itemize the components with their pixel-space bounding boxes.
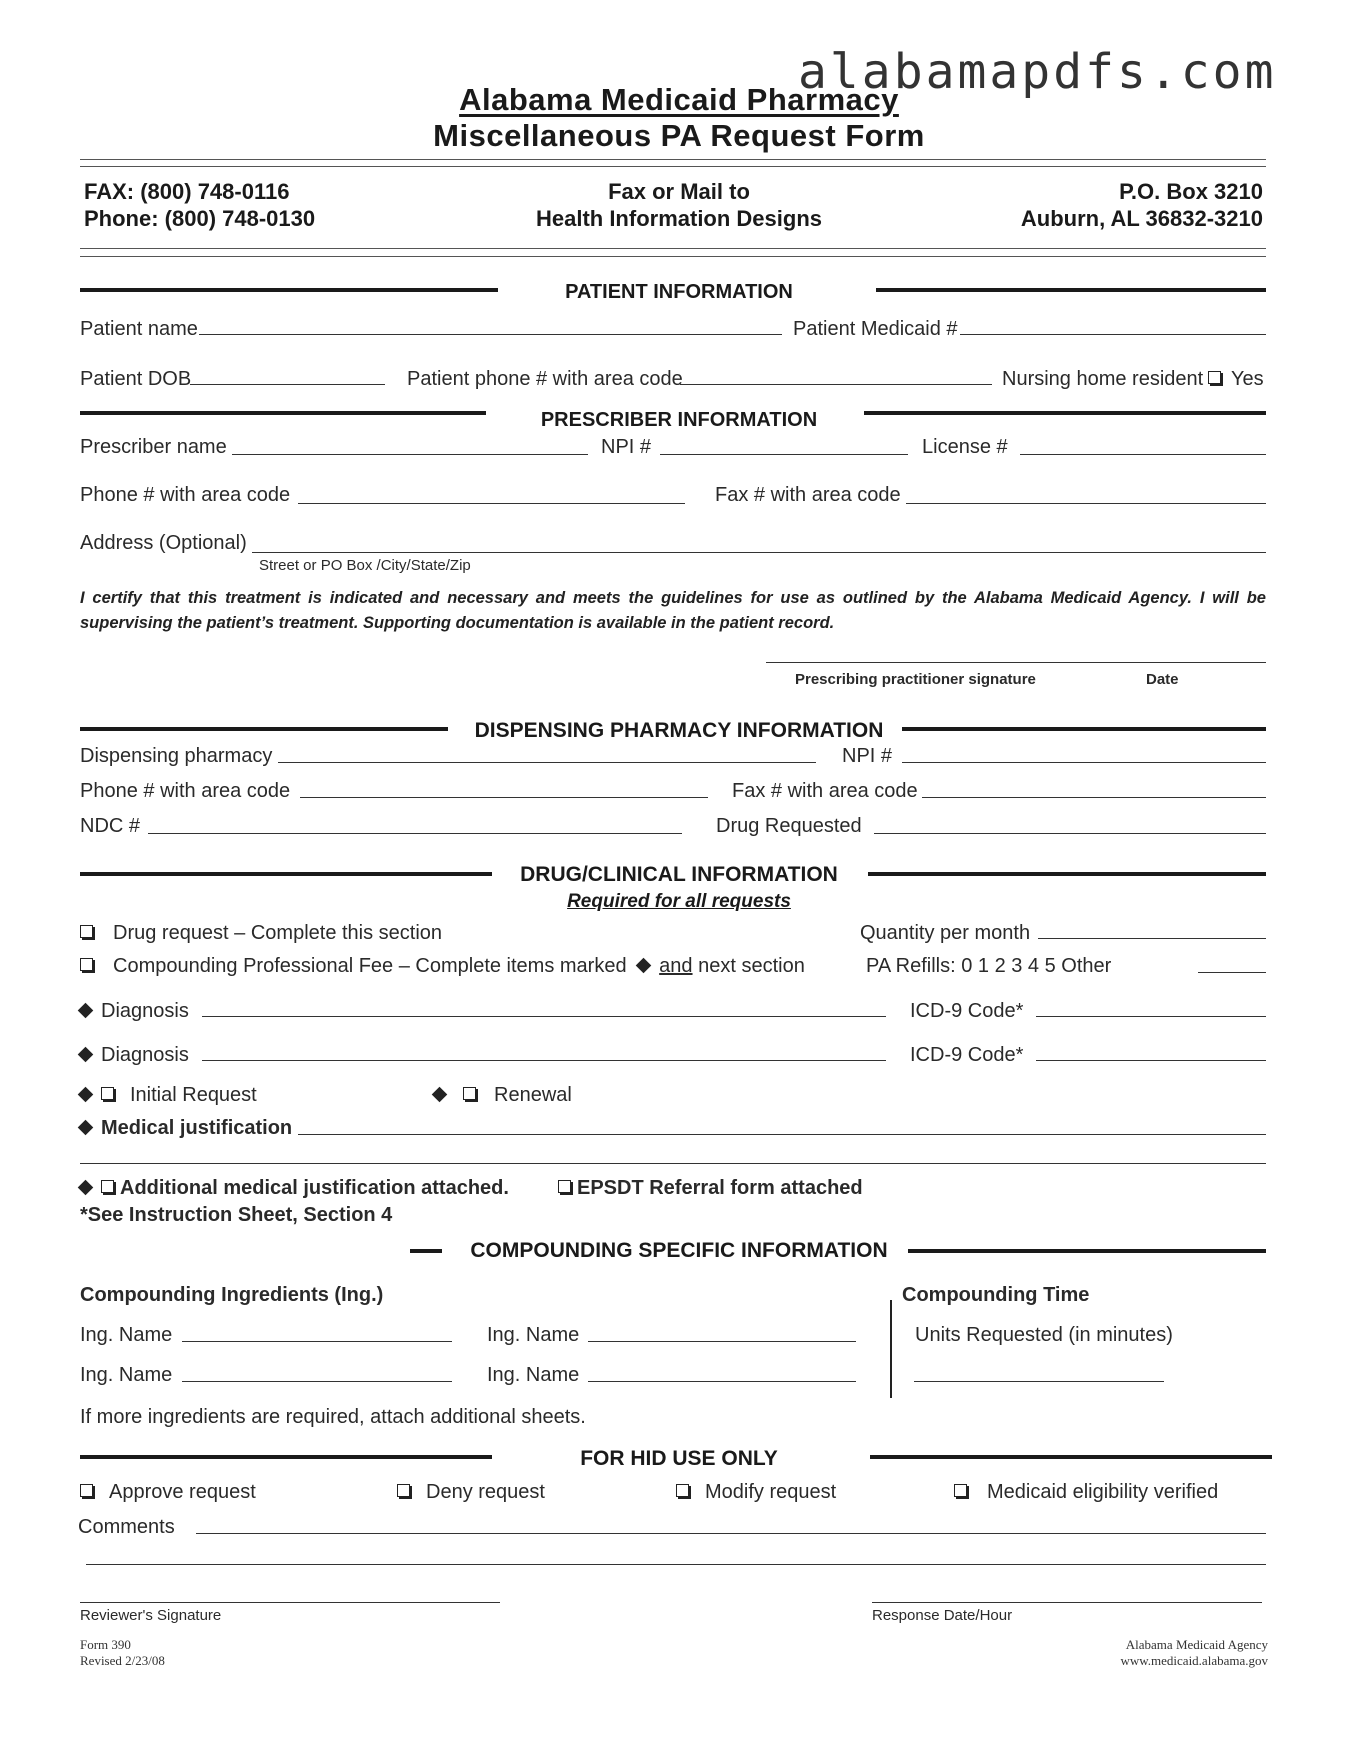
see-instruction-note: *See Instruction Sheet, Section 4 [80,1204,393,1226]
ing-name-2-label: Ing. Name [487,1324,580,1346]
nursing-home-label: Nursing home resident [1002,368,1204,390]
reviewer-signature-field[interactable] [80,1602,500,1603]
city-state-zip: Auburn, AL 36832-3210 [1020,206,1263,231]
clinical-subtitle: Required for all requests [567,891,791,912]
patient-name-label: Patient name [80,318,198,340]
diamond-icon [432,1087,448,1103]
checkbox-icon[interactable] [1208,371,1221,384]
more-ingredients-note: If more ingredients are required, attach additional sheets. [80,1406,586,1428]
patient-phone-label: Patient phone # with area code [407,368,683,390]
reviewer-signature-label: Reviewer's Signature [80,1607,222,1624]
response-date-field[interactable] [872,1602,1262,1603]
icd9-2-label: ICD-9 Code* [910,1044,1024,1066]
pharmacy-phone-label: Phone # with area code [80,780,291,802]
po-box: P.O. Box 3210 [1119,179,1263,204]
patient-section-title: PATIENT INFORMATION [565,281,793,303]
agency-website[interactable]: www.medicaid.alabama.gov [1120,1653,1268,1668]
patient-phone-field[interactable] [680,384,992,385]
agency-info [1120,1637,1268,1669]
revised-date: Revised 2/23/08 [80,1653,165,1668]
ing-name-4-field[interactable] [588,1381,856,1382]
section-bar [864,411,1266,415]
pharmacy-npi-field[interactable] [902,762,1266,763]
ing-name-1-label: Ing. Name [80,1324,173,1346]
ndc-field[interactable] [148,833,682,834]
ndc-label: NDC # [80,815,141,837]
patient-name-field[interactable] [199,334,782,335]
certification-statement: I certify that this treatment is indicated and necessary and meets the guidelines for use as outlined by the Alabama Medicaid Agency. I will be supervising the patient’s treatment. Supporting documentation is available in the patient record. [80,589,1266,632]
divider [80,256,1266,257]
address-hint: Street or PO Box /City/State/Zip [259,557,471,574]
prescriber-npi-field[interactable] [660,454,908,455]
comments-field-2[interactable] [86,1564,1266,1565]
modify-option[interactable]: Modify request [676,1481,836,1504]
epsdt-option[interactable]: EPSDT Referral form attached [558,1177,863,1200]
pharmacy-name-field[interactable] [278,762,816,763]
prescriber-name-field[interactable] [232,454,588,455]
checkbox-icon[interactable] [80,925,93,938]
initial-request-option[interactable]: Initial Request [80,1084,257,1107]
address-label: Address (Optional) [80,532,247,554]
ing-name-3-label: Ing. Name [80,1364,173,1386]
vertical-divider [890,1300,892,1398]
hid-name: Health Information Designs [535,206,823,231]
ing-name-1-field[interactable] [182,1341,452,1342]
eligibility-option[interactable]: Medicaid eligibility verified [954,1481,1218,1504]
icd9-1-label: ICD-9 Code* [910,1000,1024,1022]
patient-dob-field[interactable] [190,384,385,385]
diagnosis-1-label: Diagnosis [80,1000,189,1023]
renewal-option[interactable]: Renewal [434,1084,572,1107]
response-date-label: Response Date/Hour [872,1607,1013,1624]
compounding-section-title: COMPOUNDING SPECIFIC INFORMATION [470,1239,888,1262]
icd9-1-field[interactable] [1036,1016,1266,1017]
section-bar [870,1455,1272,1459]
units-requested-label: Units Requested (in minutes) [915,1324,1173,1346]
diamond-icon [78,1120,94,1136]
pa-refills-label: PA Refills: 0 1 2 3 4 5 Other [866,955,1112,977]
checkbox-icon[interactable] [954,1484,967,1497]
pharmacy-name-label: Dispensing pharmacy [80,745,273,767]
drug-requested-label: Drug Requested [716,815,862,837]
clinical-section-title: DRUG/CLINICAL INFORMATION [520,863,838,886]
checkbox-icon[interactable] [80,958,93,971]
ingredients-title: Compounding Ingredients (Ing.) [80,1284,384,1306]
prescriber-section-title: PRESCRIBER INFORMATION [540,409,818,431]
pharmacy-phone-field[interactable] [300,797,708,798]
medical-justification-field-2[interactable] [80,1163,1266,1164]
pharmacy-fax-label: Fax # with area code [732,780,918,802]
units-requested-field[interactable] [914,1381,1164,1382]
prescriber-date-label: Date [1146,671,1179,688]
checkbox-icon[interactable] [676,1484,689,1497]
fax-or-mail-label: Fax or Mail to [608,179,750,204]
diagnosis-2-label: Diagnosis [80,1044,189,1067]
drug-request-option[interactable]: Drug request – Complete this section [80,922,442,945]
prescriber-fax-field[interactable] [906,503,1266,504]
deny-option[interactable]: Deny request [397,1481,545,1504]
additional-justification-option[interactable]: Additional medical justification attached. [80,1177,509,1200]
diamond-icon [78,1087,94,1103]
section-bar [876,288,1266,292]
license-label: License # [922,436,1008,458]
form-title: Alabama Medicaid Pharmacy [459,82,899,117]
comments-label: Comments [78,1516,175,1538]
phone-number: Phone: (800) 748-0130 [84,206,316,231]
fax-number: FAX: (800) 748-0116 [84,179,290,204]
nursing-home-yes[interactable]: Yes [1208,368,1264,391]
drug-requested-field[interactable] [874,833,1266,834]
pharmacy-section-title: DISPENSING PHARMACY INFORMATION [474,719,884,742]
checkbox-icon[interactable] [558,1180,571,1193]
diamond-icon [78,1003,94,1019]
patient-medicaid-label: Patient Medicaid # [793,318,958,340]
divider [80,248,1266,249]
prescriber-signature-label: Prescribing practitioner signature [795,671,1036,688]
compounding-time-title: Compounding Time [902,1284,1090,1306]
pharmacy-fax-field[interactable] [922,797,1266,798]
comments-field[interactable] [196,1533,1266,1534]
diamond-icon [78,1047,94,1063]
diagnosis-1-field[interactable] [202,1016,886,1017]
hid-section-title: FOR HID USE ONLY [580,1447,778,1470]
prescriber-signature-field[interactable] [766,662,1266,663]
pharmacy-npi-label: NPI # [842,745,893,767]
address-field[interactable] [252,552,1266,553]
ing-name-2-field[interactable] [588,1341,856,1342]
patient-dob-label: Patient DOB [80,368,192,390]
ing-name-4-label: Ing. Name [487,1364,580,1386]
diagnosis-2-field[interactable] [202,1060,886,1061]
ing-name-3-field[interactable] [182,1381,452,1382]
prescriber-npi-label: NPI # [601,436,652,458]
section-bar [868,872,1266,876]
checkbox-icon[interactable] [463,1087,476,1100]
prescriber-phone-field[interactable] [298,503,685,504]
form-subtitle: Miscellaneous PA Request Form [433,118,925,153]
prescriber-phone-label: Phone # with area code [80,484,291,506]
form-number: Form 390 [80,1637,131,1652]
checkbox-icon[interactable] [80,1484,93,1497]
medical-justification-label: Medical justification [80,1117,292,1140]
section-bar [908,1249,1266,1253]
contact-address [1021,178,1263,232]
icd9-2-field[interactable] [1036,1060,1266,1061]
approve-option[interactable]: Approve request [80,1481,256,1504]
section-bar [902,727,1266,731]
quantity-field[interactable] [1038,938,1266,939]
quantity-label: Quantity per month [860,922,1031,944]
diamond-icon [78,1180,94,1196]
divider [80,159,1266,160]
form-id [80,1637,165,1669]
medical-justification-field[interactable] [298,1134,1266,1135]
watermark: alabamapdfs.com [798,44,1277,100]
prescriber-name-label: Prescriber name [80,436,227,458]
prescriber-fax-label: Fax # with area code [715,484,901,506]
checkbox-icon[interactable] [397,1484,410,1497]
agency-name: Alabama Medicaid Agency [1125,1637,1268,1652]
diamond-icon [636,958,652,974]
patient-medicaid-field[interactable] [960,334,1266,335]
checkbox-icon[interactable] [101,1180,114,1193]
divider [80,166,1266,167]
compounding-fee-option[interactable]: Compounding Professional Fee – Complete items marked and next section [80,955,805,978]
checkbox-icon[interactable] [101,1087,114,1100]
pa-refills-other-field[interactable] [1198,972,1266,973]
license-field[interactable] [1020,454,1266,455]
